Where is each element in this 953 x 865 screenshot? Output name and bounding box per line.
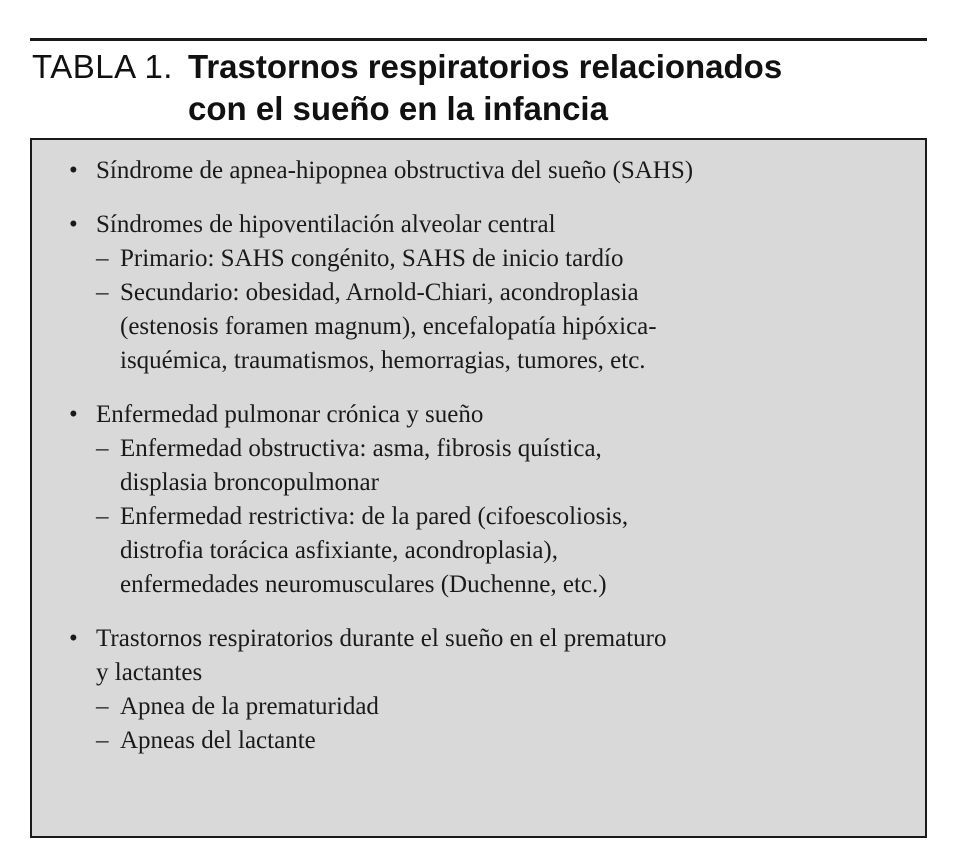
table-title xyxy=(32,46,782,130)
dash-marker: – xyxy=(96,279,109,306)
sub-item-text-line: displasia broncopulmonar xyxy=(120,469,379,496)
bullet-icon: • xyxy=(69,401,78,428)
table-number-label: TABLA 1. xyxy=(32,48,173,85)
sub-item-text-line: Apnea de la prematuridad xyxy=(120,693,379,720)
sub-item-text-line: enfermedades neuromusculares (Duchenne, etc.) xyxy=(120,571,607,598)
sub-item-text-line: Enfermedad restrictiva: de la pared (cifoescoliosis, xyxy=(120,503,629,530)
table-content-box xyxy=(30,138,927,838)
item-text-line: Síndrome de apnea-hipopnea obstructiva del sueño (SAHS) xyxy=(96,157,694,184)
sub-item xyxy=(96,276,905,378)
sub-item-text-line: Secundario: obesidad, Arnold-Chiari, acondroplasia xyxy=(120,279,639,306)
sub-item-text-line: isquémica, traumatismos, hemorragias, tumores, etc. xyxy=(120,347,646,374)
disorder-item xyxy=(68,208,905,378)
dash-marker: – xyxy=(96,503,109,530)
item-text-line: Enfermedad pulmonar crónica y sueño xyxy=(96,401,484,428)
sub-item xyxy=(96,500,905,602)
sub-item xyxy=(96,690,905,724)
disorder-list xyxy=(68,154,905,778)
sub-item-text-line: distrofia torácica asfixiante, acondroplasia), xyxy=(120,537,559,564)
disorder-item xyxy=(68,398,905,602)
title-row xyxy=(32,46,782,88)
sub-item xyxy=(96,724,905,758)
title-line-1: Trastornos respiratorios relacionados xyxy=(188,48,783,85)
dash-marker: – xyxy=(96,245,109,272)
item-text-line: y lactantes xyxy=(96,659,203,686)
bullet-icon: • xyxy=(69,625,78,652)
top-rule xyxy=(30,38,927,41)
sub-item-text-line: Primario: SAHS congénito, SAHS de inicio tardío xyxy=(120,245,624,272)
disorder-item xyxy=(68,154,905,188)
sub-item-text-line: Enfermedad obstructiva: asma, fibrosis quística, xyxy=(120,435,602,462)
bullet-icon: • xyxy=(69,157,78,184)
sub-item-text-line: (estenosis foramen magnum), encefalopatía hipóxica- xyxy=(120,313,657,340)
dash-marker: – xyxy=(96,727,109,754)
dash-marker: – xyxy=(96,693,109,720)
sub-item xyxy=(96,242,905,276)
disorder-item xyxy=(68,622,905,758)
item-text-line: Síndromes de hipoventilación alveolar central xyxy=(96,211,556,238)
dash-marker: – xyxy=(96,435,109,462)
sub-item-text-line: Apneas del lactante xyxy=(120,727,316,754)
item-text-line: Trastornos respiratorios durante el sueño en el prematuro xyxy=(96,625,667,652)
title-line-2: con el sueño en la infancia xyxy=(188,90,608,127)
bullet-icon: • xyxy=(69,211,78,238)
sub-item xyxy=(96,432,905,500)
